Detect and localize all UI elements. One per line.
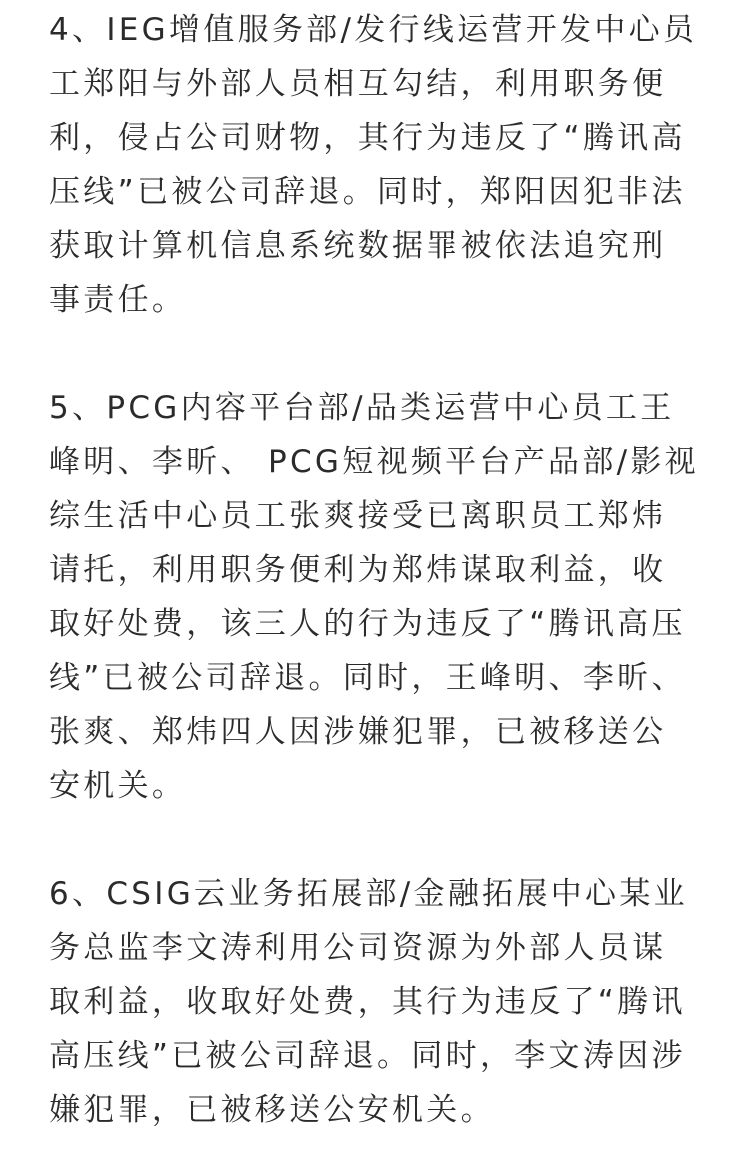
text-line: 嫌犯罪，已被移送公安机关。 (49, 1092, 495, 1128)
text-line: 线”已被公司辞退。同时，王峰明、李昕、 (49, 660, 686, 696)
text-line: 4、IEG增值服务部/发行线运营开发中心员 (49, 12, 698, 48)
text-line: 取利益，收取好处费，其行为违反了“腾讯 (49, 984, 686, 1020)
paragraph-item-5 (49, 381, 711, 813)
text-line: 请托，利用职务便利为郑炜谋取利益，收 (49, 552, 667, 588)
text-line: 5、PCG内容平台部/品类运营中心员工王 (49, 390, 675, 426)
text-line: 获取计算机信息系统数据罪被依法追究刑 (49, 228, 667, 264)
text-line: 利，侵占公司财物，其行为违反了“腾讯高 (49, 120, 686, 156)
text-line: 取好处费，该三人的行为违反了“腾讯高压 (49, 606, 686, 642)
text-line: 综生活中心员工张爽接受已离职员工郑炜 (49, 498, 667, 534)
paragraph-item-4 (49, 3, 711, 327)
text-line: 工郑阳与外部人员相互勾结，利用职务便 (49, 66, 667, 102)
text-line: 峰明、李昕、 PCG短视频平台产品部/影视 (49, 444, 699, 480)
text-line: 张爽、郑炜四人因涉嫌犯罪，已被移送公 (49, 714, 667, 750)
text-line: 事责任。 (49, 282, 187, 318)
text-line: 高压线”已被公司辞退。同时，李文涛因涉 (49, 1038, 686, 1074)
text-line: 安机关。 (49, 768, 187, 804)
text-line: 务总监李文涛利用公司资源为外部人员谋 (49, 930, 667, 966)
paragraph-item-6 (49, 867, 711, 1137)
text-line: 6、CSIG云业务拓展部/金融拓展中心某业 (49, 876, 688, 912)
text-line: 压线”已被公司辞退。同时，郑阳因犯非法 (49, 174, 686, 210)
